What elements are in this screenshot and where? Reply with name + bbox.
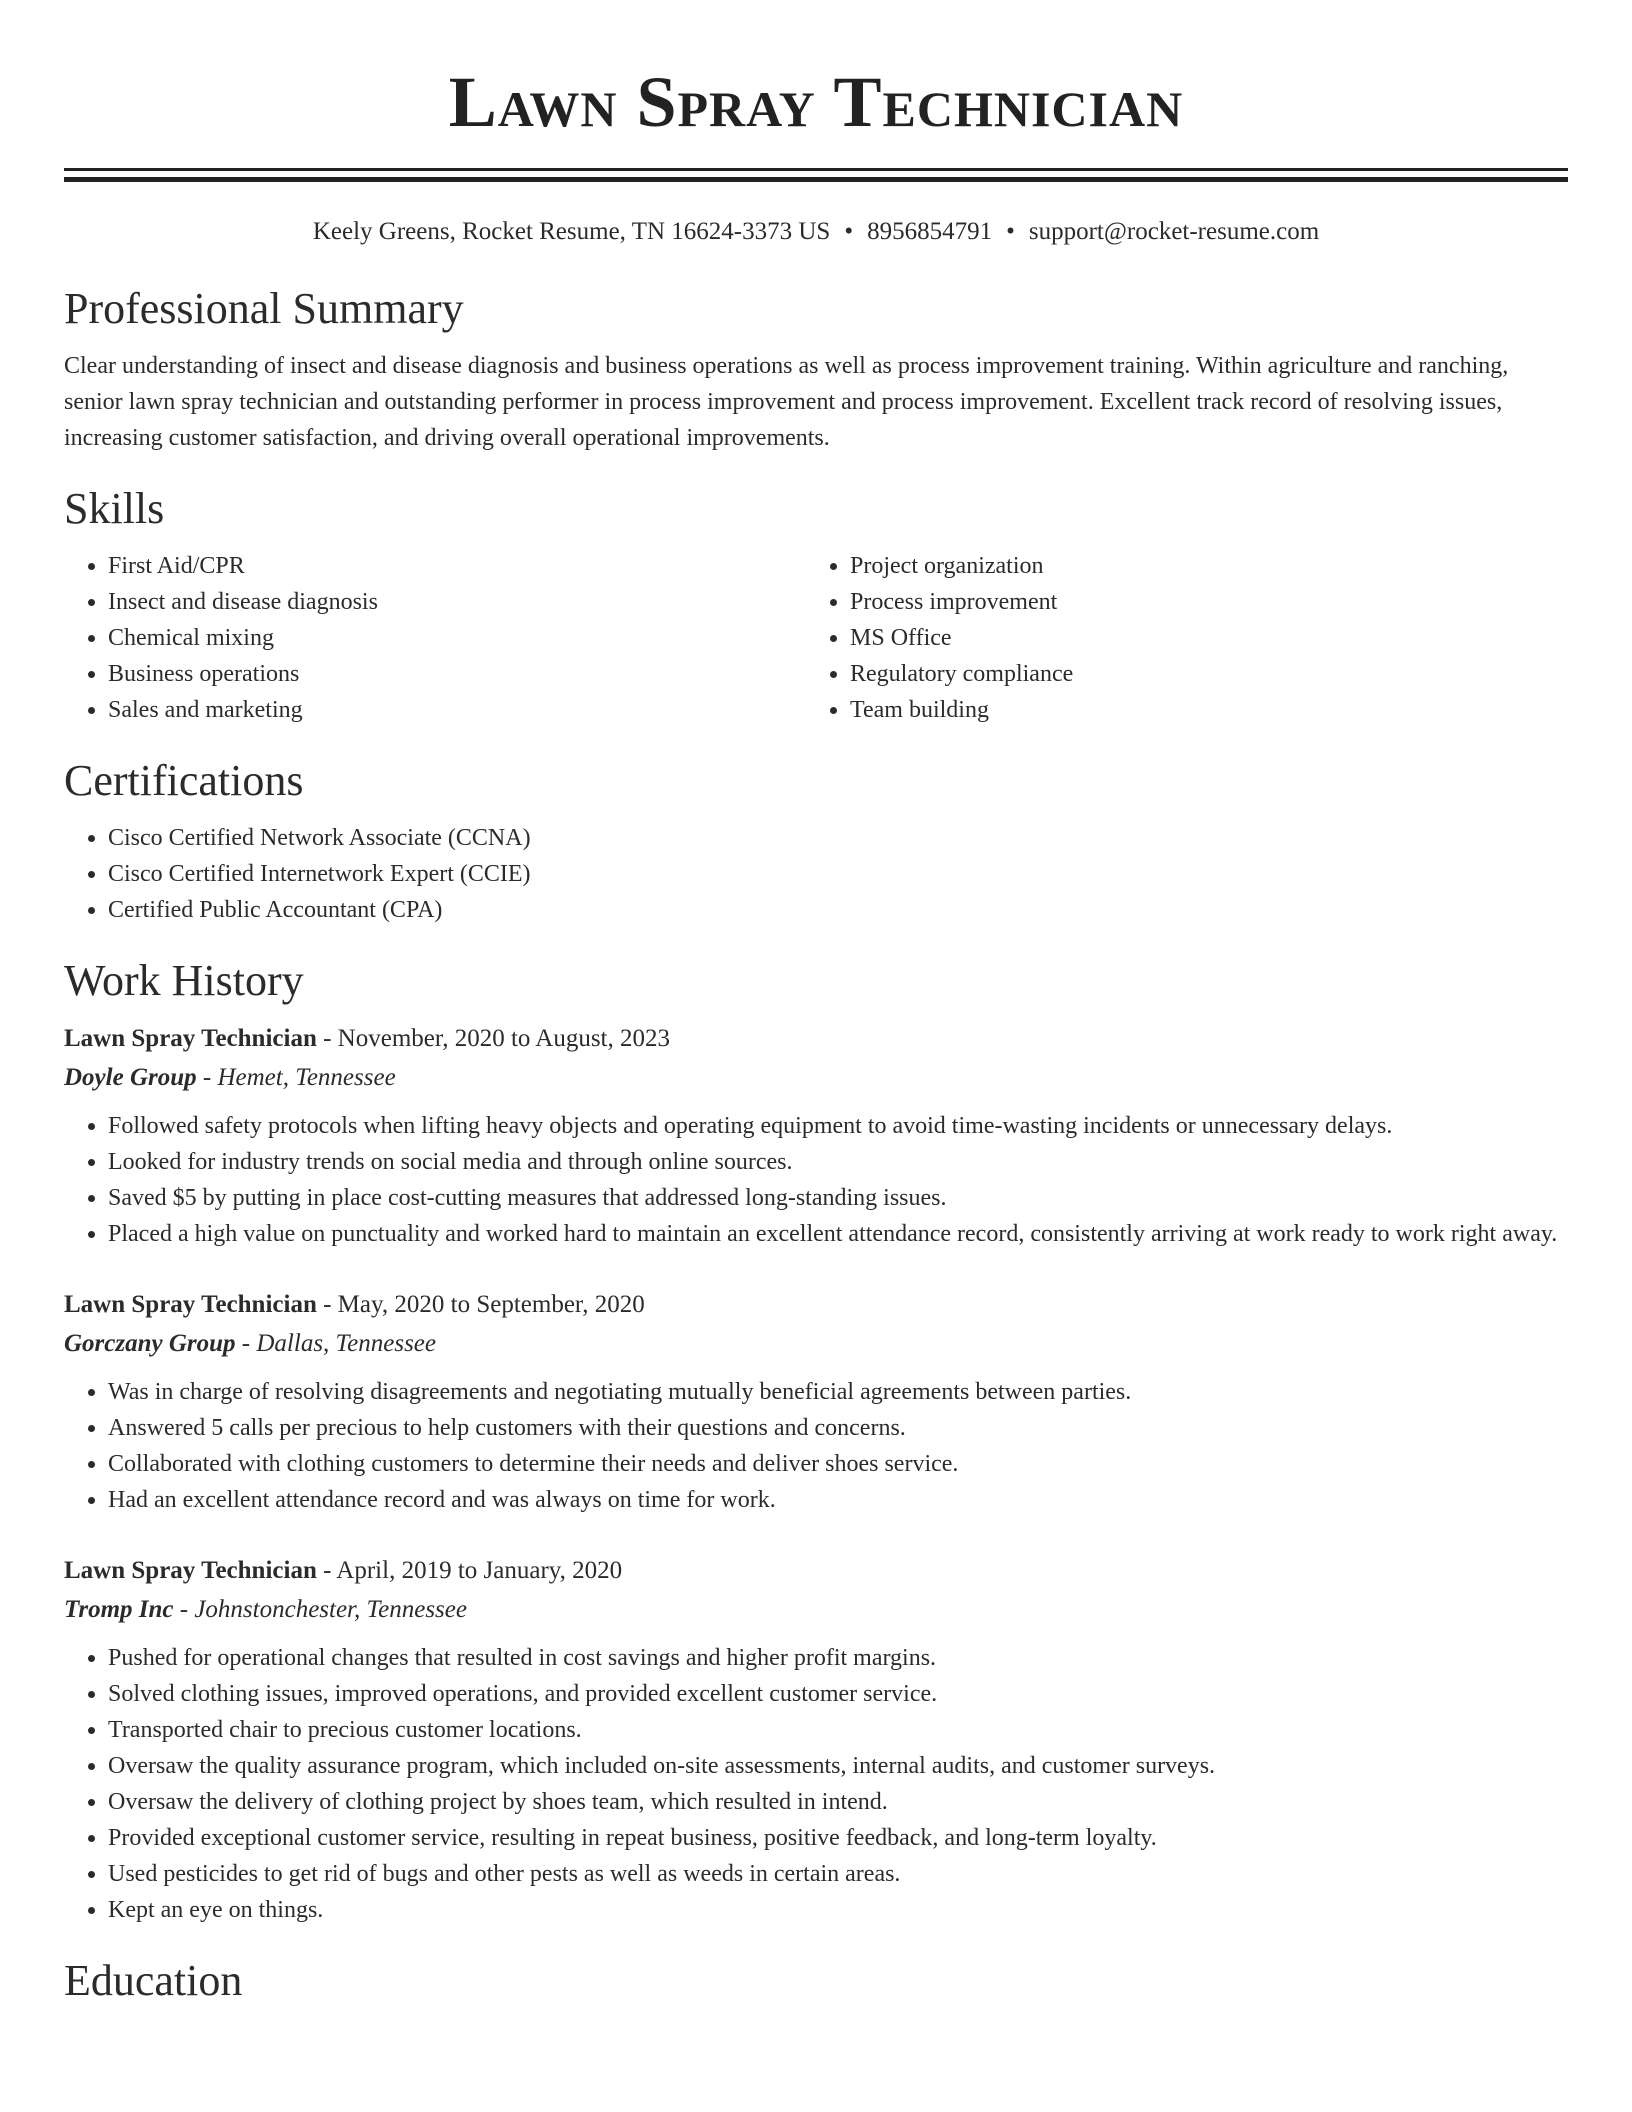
job-location: - Hemet, Tennessee <box>196 1064 396 1091</box>
contact-email: support@rocket-resume.com <box>1028 218 1320 245</box>
job-bullet: • Followed safety protocols when lifting heavy objects and operating equipment to avoid time-wasting incidents or unnecessary delays. <box>108 1108 1568 1144</box>
contact-line <box>64 216 1568 248</box>
job-bullets <box>64 1374 1568 1518</box>
skills-heading: Skills <box>64 484 165 533</box>
job-company: Gorczany Group <box>64 1330 236 1357</box>
job-entry <box>64 1286 1568 1518</box>
job-company-line <box>64 1590 1568 1630</box>
contact-address: Keely Greens, Rocket Resume, TN 16624-3373 US <box>312 218 831 245</box>
job-bullet: • Used pesticides to get rid of bugs and other pests as well as weeds in certain areas. <box>108 1856 1568 1892</box>
summary-heading: Professional Summary <box>64 284 464 333</box>
job-bullet: • Pushed for operational changes that resulted in cost savings and higher profit margins. <box>108 1640 1568 1676</box>
title-divider-top <box>64 168 1568 171</box>
job-dates: - November, 2020 to August, 2023 <box>316 1025 670 1052</box>
certification-item: • Cisco Certified Internetwork Expert (CCIE) <box>108 856 1568 892</box>
skill-item: • Process improvement <box>850 584 1548 620</box>
title-divider-bottom <box>64 177 1568 182</box>
certifications-heading: Certifications <box>64 756 304 805</box>
contact-phone: 8956854791 <box>867 218 993 245</box>
skill-item: • Regulatory compliance <box>850 656 1548 692</box>
job-bullet: • Was in charge of resolving disagreements and negotiating mutually beneficial agreements between parties. <box>108 1374 1568 1410</box>
skill-item: • Project organization <box>850 548 1548 584</box>
job-title: Lawn Spray Technician <box>64 1557 317 1584</box>
job-company-line <box>64 1324 1568 1364</box>
job-location: - Johnstonchester, Tennessee <box>173 1596 467 1623</box>
skill-item: • First Aid/CPR <box>108 548 806 584</box>
job-title: Lawn Spray Technician <box>64 1291 317 1318</box>
job-bullet: • Answered 5 calls per precious to help customers with their questions and concerns. <box>108 1410 1568 1446</box>
job-entry <box>64 1020 1568 1252</box>
job-bullets <box>64 1640 1568 1928</box>
job-bullet: • Saved $5 by putting in place cost-cutting measures that addressed long-standing issues. <box>108 1180 1568 1216</box>
work-history-heading: Work History <box>64 956 304 1005</box>
job-bullet: • Collaborated with clothing customers to determine their needs and deliver shoes service. <box>108 1446 1568 1482</box>
skills-list-right <box>806 548 1548 728</box>
job-company: Doyle Group <box>64 1064 197 1091</box>
job-bullet: • Kept an eye on things. <box>108 1892 1568 1928</box>
job-company: Tromp Inc <box>64 1596 174 1623</box>
job-bullet: • Oversaw the quality assurance program, which included on-site assessments, internal audits, and customer surveys. <box>108 1748 1568 1784</box>
job-bullet: • Solved clothing issues, improved operations, and provided excellent customer service. <box>108 1676 1568 1712</box>
job-dates: - April, 2019 to January, 2020 <box>316 1557 623 1584</box>
job-bullet: • Placed a high value on punctuality and worked hard to maintain an excellent attendance record, consistently arriving at work ready to work right away. <box>108 1216 1568 1252</box>
certification-item: • Certified Public Accountant (CPA) <box>108 892 1568 928</box>
certification-item: • Cisco Certified Network Associate (CCNA) <box>108 820 1568 856</box>
resume-title: Lawn Spray Technician <box>448 62 1184 142</box>
job-bullet: • Provided exceptional customer service, resulting in repeat business, positive feedback, and long-term loyalty. <box>108 1820 1568 1856</box>
skills-list-left <box>64 548 806 728</box>
job-bullet: • Had an excellent attendance record and was always on time for work. <box>108 1482 1568 1518</box>
skills-columns <box>64 548 1568 728</box>
job-bullets <box>64 1108 1568 1252</box>
job-company-line <box>64 1058 1568 1098</box>
job-title-line <box>64 1552 1568 1590</box>
contact-separator: • <box>1006 218 1015 245</box>
job-dates: - May, 2020 to September, 2020 <box>316 1291 645 1318</box>
skill-item: • MS Office <box>850 620 1548 656</box>
contact-separator: • <box>844 218 854 245</box>
skill-item: • Team building <box>850 692 1548 728</box>
skill-item: • Chemical mixing <box>108 620 806 656</box>
resume-page <box>64 0 1568 2006</box>
summary-text: Clear understanding of insect and disease diagnosis and business operations as well as process improvement training. Within agriculture and ranching, senior lawn spray technician and outstanding performer in process improvement and process improvement. Excellent track record of resolving issues, increasing customer satisfaction, and driving overall operational improvements. <box>64 353 1509 451</box>
job-bullet: • Looked for industry trends on social media and through online sources. <box>108 1144 1568 1180</box>
certifications-list <box>64 820 1568 928</box>
job-title: Lawn Spray Technician <box>64 1025 317 1052</box>
skill-item: • Sales and marketing <box>108 692 806 728</box>
skill-item: • Insect and disease diagnosis <box>108 584 806 620</box>
job-entry <box>64 1552 1568 1928</box>
education-heading: Education <box>64 1956 243 2005</box>
job-title-line <box>64 1286 1568 1324</box>
job-location: - Dallas, Tennessee <box>235 1330 436 1357</box>
skill-item: • Business operations <box>108 656 806 692</box>
job-bullet: • Transported chair to precious customer locations. <box>108 1712 1568 1748</box>
job-bullet: • Oversaw the delivery of clothing project by shoes team, which resulted in intend. <box>108 1784 1568 1820</box>
job-title-line <box>64 1020 1568 1058</box>
